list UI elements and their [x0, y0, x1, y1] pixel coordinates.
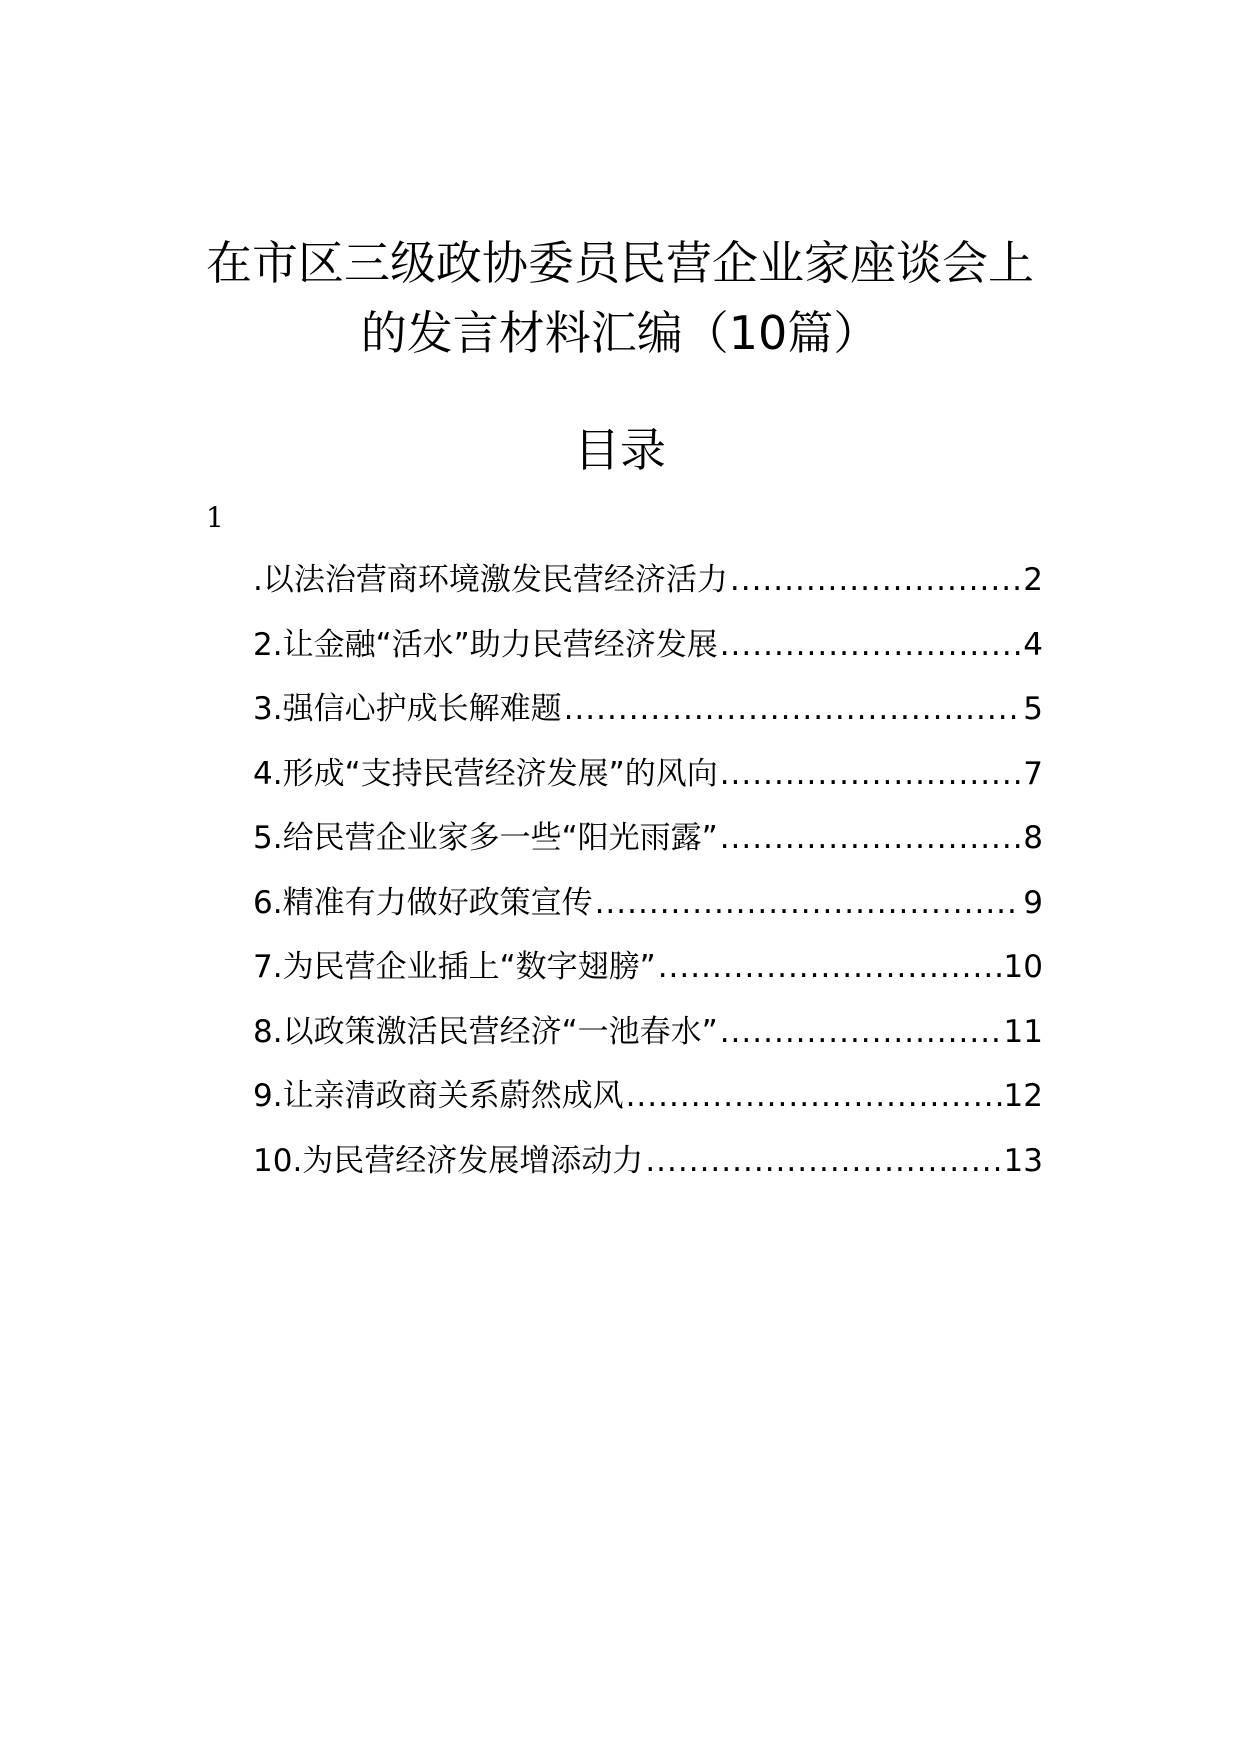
toc-entry-page: 8 [1023, 820, 1043, 856]
toc-dot-leader [626, 1076, 1002, 1116]
toc-dot-leader [730, 560, 1021, 600]
toc-entry[interactable] [253, 883, 1043, 948]
toc-dot-leader [595, 883, 1022, 923]
toc-entry[interactable] [253, 625, 1043, 690]
toc-dot-leader [720, 625, 1022, 665]
toc-entry-title: 7.为民营企业插上“数字翅膀” [253, 949, 656, 985]
toc-entry-page: 13 [1003, 1142, 1043, 1179]
toc-entry-page: 10 [1003, 949, 1043, 985]
document-title [150, 228, 1090, 368]
toc-dot-leader [720, 754, 1022, 794]
toc-entry-page: 11 [1003, 1013, 1043, 1050]
toc-entry[interactable] [253, 1012, 1043, 1077]
toc-entry-title: 3.强信心护成长解难题 [253, 691, 562, 727]
document-title-line-1: 在市区三级政协委员民营企业家座谈会上 [206, 236, 1034, 290]
toc-entry[interactable] [253, 560, 1043, 625]
toc-entry-title: 5.给民营企业家多一些“阳光雨露” [253, 820, 718, 856]
toc-entry[interactable] [253, 1076, 1043, 1141]
document-title-line-2: 的发言材料汇编（10篇） [360, 306, 880, 360]
toc-entry-page: 4 [1023, 626, 1043, 663]
toc-entry-title: .以法治营商环境激发民营经济活力 [253, 562, 728, 598]
toc-entry[interactable] [253, 689, 1043, 754]
toc-entry[interactable] [253, 947, 1043, 1012]
toc-dot-leader [564, 689, 1022, 729]
toc-entry-page: 7 [1023, 755, 1043, 792]
toc-entry-title: 4.形成“支持民营经济发展”的风向 [253, 755, 718, 792]
toc-entry-page: 2 [1023, 562, 1043, 598]
toc-entry-title: 6.精准有力做好政策宣传 [253, 884, 593, 921]
toc-marker: 1 [206, 501, 224, 534]
toc-heading: 目录 [574, 423, 666, 477]
toc-entry[interactable] [253, 818, 1043, 883]
toc-entry-title: 10.为民营经济发展增添动力 [253, 1142, 644, 1179]
toc-entry-page: 5 [1023, 691, 1043, 727]
toc-dot-leader [645, 1141, 1001, 1181]
toc-entry[interactable] [253, 754, 1043, 819]
toc-entry-title: 9.让亲清政商关系蔚然成风 [253, 1078, 624, 1114]
toc-entry-page: 9 [1023, 884, 1043, 921]
toc-list [253, 560, 1043, 1205]
toc-entry-page: 12 [1003, 1078, 1043, 1114]
toc-entry[interactable] [253, 1141, 1043, 1206]
toc-entry-title: 2.让金融“活水”助力民营经济发展 [253, 626, 718, 663]
toc-entry-title: 8.以政策激活民营经济“一池春水” [253, 1013, 718, 1050]
toc-dot-leader [720, 1012, 1002, 1052]
toc-dot-leader [720, 818, 1022, 858]
toc-dot-leader [658, 947, 1002, 987]
